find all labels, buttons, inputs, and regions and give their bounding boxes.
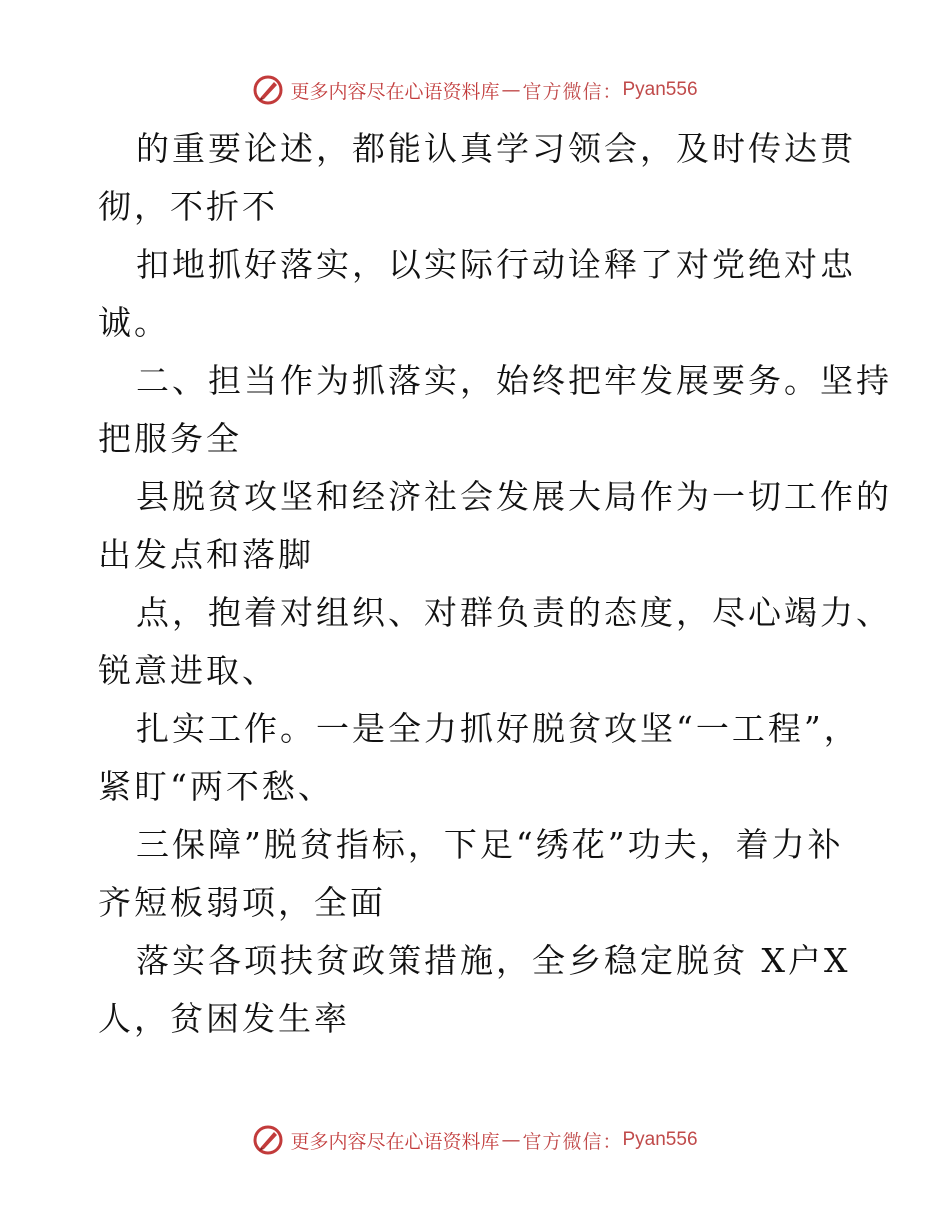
text-line: 扣地抓好落实，以实际行动诠释了对党绝对忠 — [136, 245, 856, 284]
text-line: 把服务全 — [98, 419, 242, 458]
text-line: 三保障”脱贫指标，下足“绣花”功夫，着力补 — [136, 825, 844, 864]
text-line: 彻，不折不 — [98, 187, 278, 226]
text-line: 紧盯“两不愁、 — [98, 767, 334, 806]
document-body — [98, 120, 892, 1048]
banner-separator: — — [501, 1129, 521, 1151]
text-line: 扎实工作。一是全力抓好脱贫攻坚“一工程”， — [136, 709, 860, 748]
text-line: 落实各项扶贫政策措施，全乡稳定脱贫 X户X — [136, 941, 851, 980]
pen-logo-icon — [252, 74, 284, 106]
footer-watermark-banner — [0, 1120, 950, 1160]
wechat-id: Pyan556 — [622, 1129, 698, 1150]
text-line: 齐短板弱项，全面 — [98, 883, 386, 922]
text-line: 锐意进取、 — [98, 651, 278, 690]
text-line: 点，抱着对组织、对群负责的态度，尽心竭力、 — [136, 593, 892, 632]
text-line: 县脱贫攻坚和经济社会发展大局作为一切工作的 — [136, 477, 892, 516]
wechat-label: 官方微信： — [522, 1130, 623, 1153]
text-line: 出发点和落脚 — [98, 535, 314, 574]
pen-logo-icon — [252, 1124, 284, 1156]
header-watermark-banner — [0, 70, 950, 110]
text-line: 诚。 — [98, 303, 170, 342]
banner-separator: — — [501, 79, 521, 101]
site-name: 更多内容尽在心语资料库 — [290, 1130, 500, 1153]
text-line: 人，贫困发生率 — [98, 999, 350, 1038]
site-name: 更多内容尽在心语资料库 — [290, 80, 500, 103]
wechat-label: 官方微信： — [522, 80, 623, 103]
text-line: 二、担当作为抓落实，始终把牢发展要务。坚持 — [136, 361, 892, 400]
wechat-id: Pyan556 — [622, 79, 698, 100]
text-line: 的重要论述，都能认真学习领会，及时传达贯 — [136, 129, 856, 168]
